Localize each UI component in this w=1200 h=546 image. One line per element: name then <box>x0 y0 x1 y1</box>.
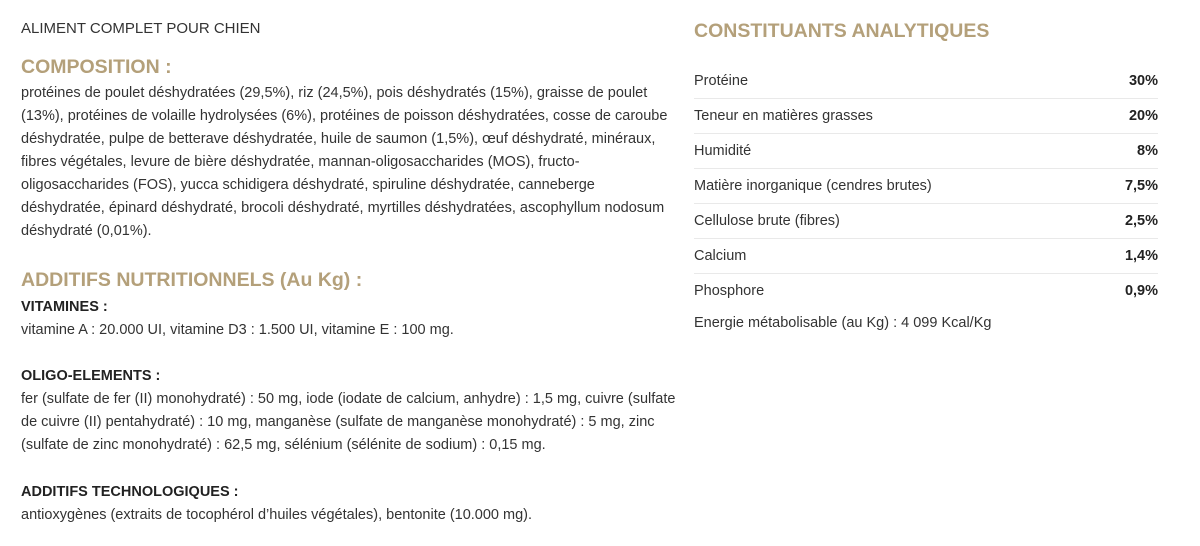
table-row <box>694 204 1158 239</box>
vitamines-section <box>21 297 681 342</box>
constituent-value: 7,5% <box>1101 169 1158 204</box>
constituent-label: Humidité <box>694 134 1101 169</box>
constituent-value: 8% <box>1101 134 1158 169</box>
vitamines-heading: VITAMINES : <box>21 299 108 315</box>
constituent-value: 20% <box>1101 99 1158 134</box>
additifs-technologiques-section <box>21 482 681 527</box>
constituent-value: 2,5% <box>1101 204 1158 239</box>
oligo-elements-text: fer (sulfate de fer (II) monohydraté) : 50 mg, iode (iodate de calcium, anhydre) : 1,5 mg, cuivre (sulfate de cuivre (II) pentahydraté) : 10 mg, manganèse (sulfate de manganèse monohydraté) : 5 mg, zinc (sulfate de zinc monohydraté) : 62,5 mg, sélénium (sélénite de sodium) : 0,15 mg. <box>21 391 676 453</box>
analytics-heading: CONSTITUANTS ANALYTIQUES <box>694 20 990 42</box>
table-row <box>694 134 1158 169</box>
additifs-technologiques-heading: ADDITIFS TECHNOLOGIQUES : <box>21 484 239 500</box>
table-row <box>694 169 1158 204</box>
composition-heading: COMPOSITION : <box>21 56 172 78</box>
constituent-label: Protéine <box>694 64 1101 99</box>
table-row <box>694 64 1158 99</box>
table-row <box>694 99 1158 134</box>
constituent-value: 0,9% <box>1124 283 1158 299</box>
energy-text: Energie métabolisable (au Kg) : 4 099 Kcal/Kg <box>694 315 992 331</box>
table-row <box>694 239 1158 274</box>
table-row <box>694 274 1158 309</box>
composition-text: protéines de poulet déshydratées (29,5%), riz (24,5%), pois déshydratés (15%), graisse de poulet (13%), protéines de volaille hydrolysées (6%), protéines de poisson déshydratées, cosse de caroube déshydratée, pulpe de betterave déshydratée, huile de saumon (1,5%), œuf déshydraté, minéraux, fibres végétales, levure de bière déshydratée, mannan-oligosaccharides (MOS), fructo-oligosaccharides (FOS), yucca schidigera déshydraté, spiruline déshydratée, canneberge déshydratée, épinard déshydraté, brocoli déshydraté, myrtilles déshydratées, ascophyllum nodosum déshydraté (0,01%). <box>21 85 668 239</box>
constituent-label: Teneur en matières grasses <box>694 99 1101 134</box>
analytics-table <box>694 64 1158 308</box>
constituent-label: Cellulose brute (fibres) <box>694 204 1101 239</box>
constituent-label: Matière inorganique (cendres brutes) <box>694 169 1101 204</box>
oligo-elements-heading: OLIGO-ELEMENTS : <box>21 368 161 384</box>
constituent-value: 1,4% <box>1101 239 1158 274</box>
constituent-label: Phosphore <box>694 283 765 299</box>
constituent-label: Calcium <box>694 239 1101 274</box>
oligo-elements-section <box>21 366 681 457</box>
additifs-heading: ADDITIFS NUTRITIONNELS (Au Kg) : <box>21 269 363 291</box>
vitamines-text: vitamine A : 20.000 UI, vitamine D3 : 1.500 UI, vitamine E : 100 mg. <box>21 322 454 338</box>
additifs-technologiques-text: antioxygènes (extraits de tocophérol d’huiles végétales), bentonite (10.000 mg). <box>21 507 533 523</box>
product-type-label: ALIMENT COMPLET POUR CHIEN <box>21 20 261 37</box>
constituent-value: 30% <box>1101 64 1158 99</box>
